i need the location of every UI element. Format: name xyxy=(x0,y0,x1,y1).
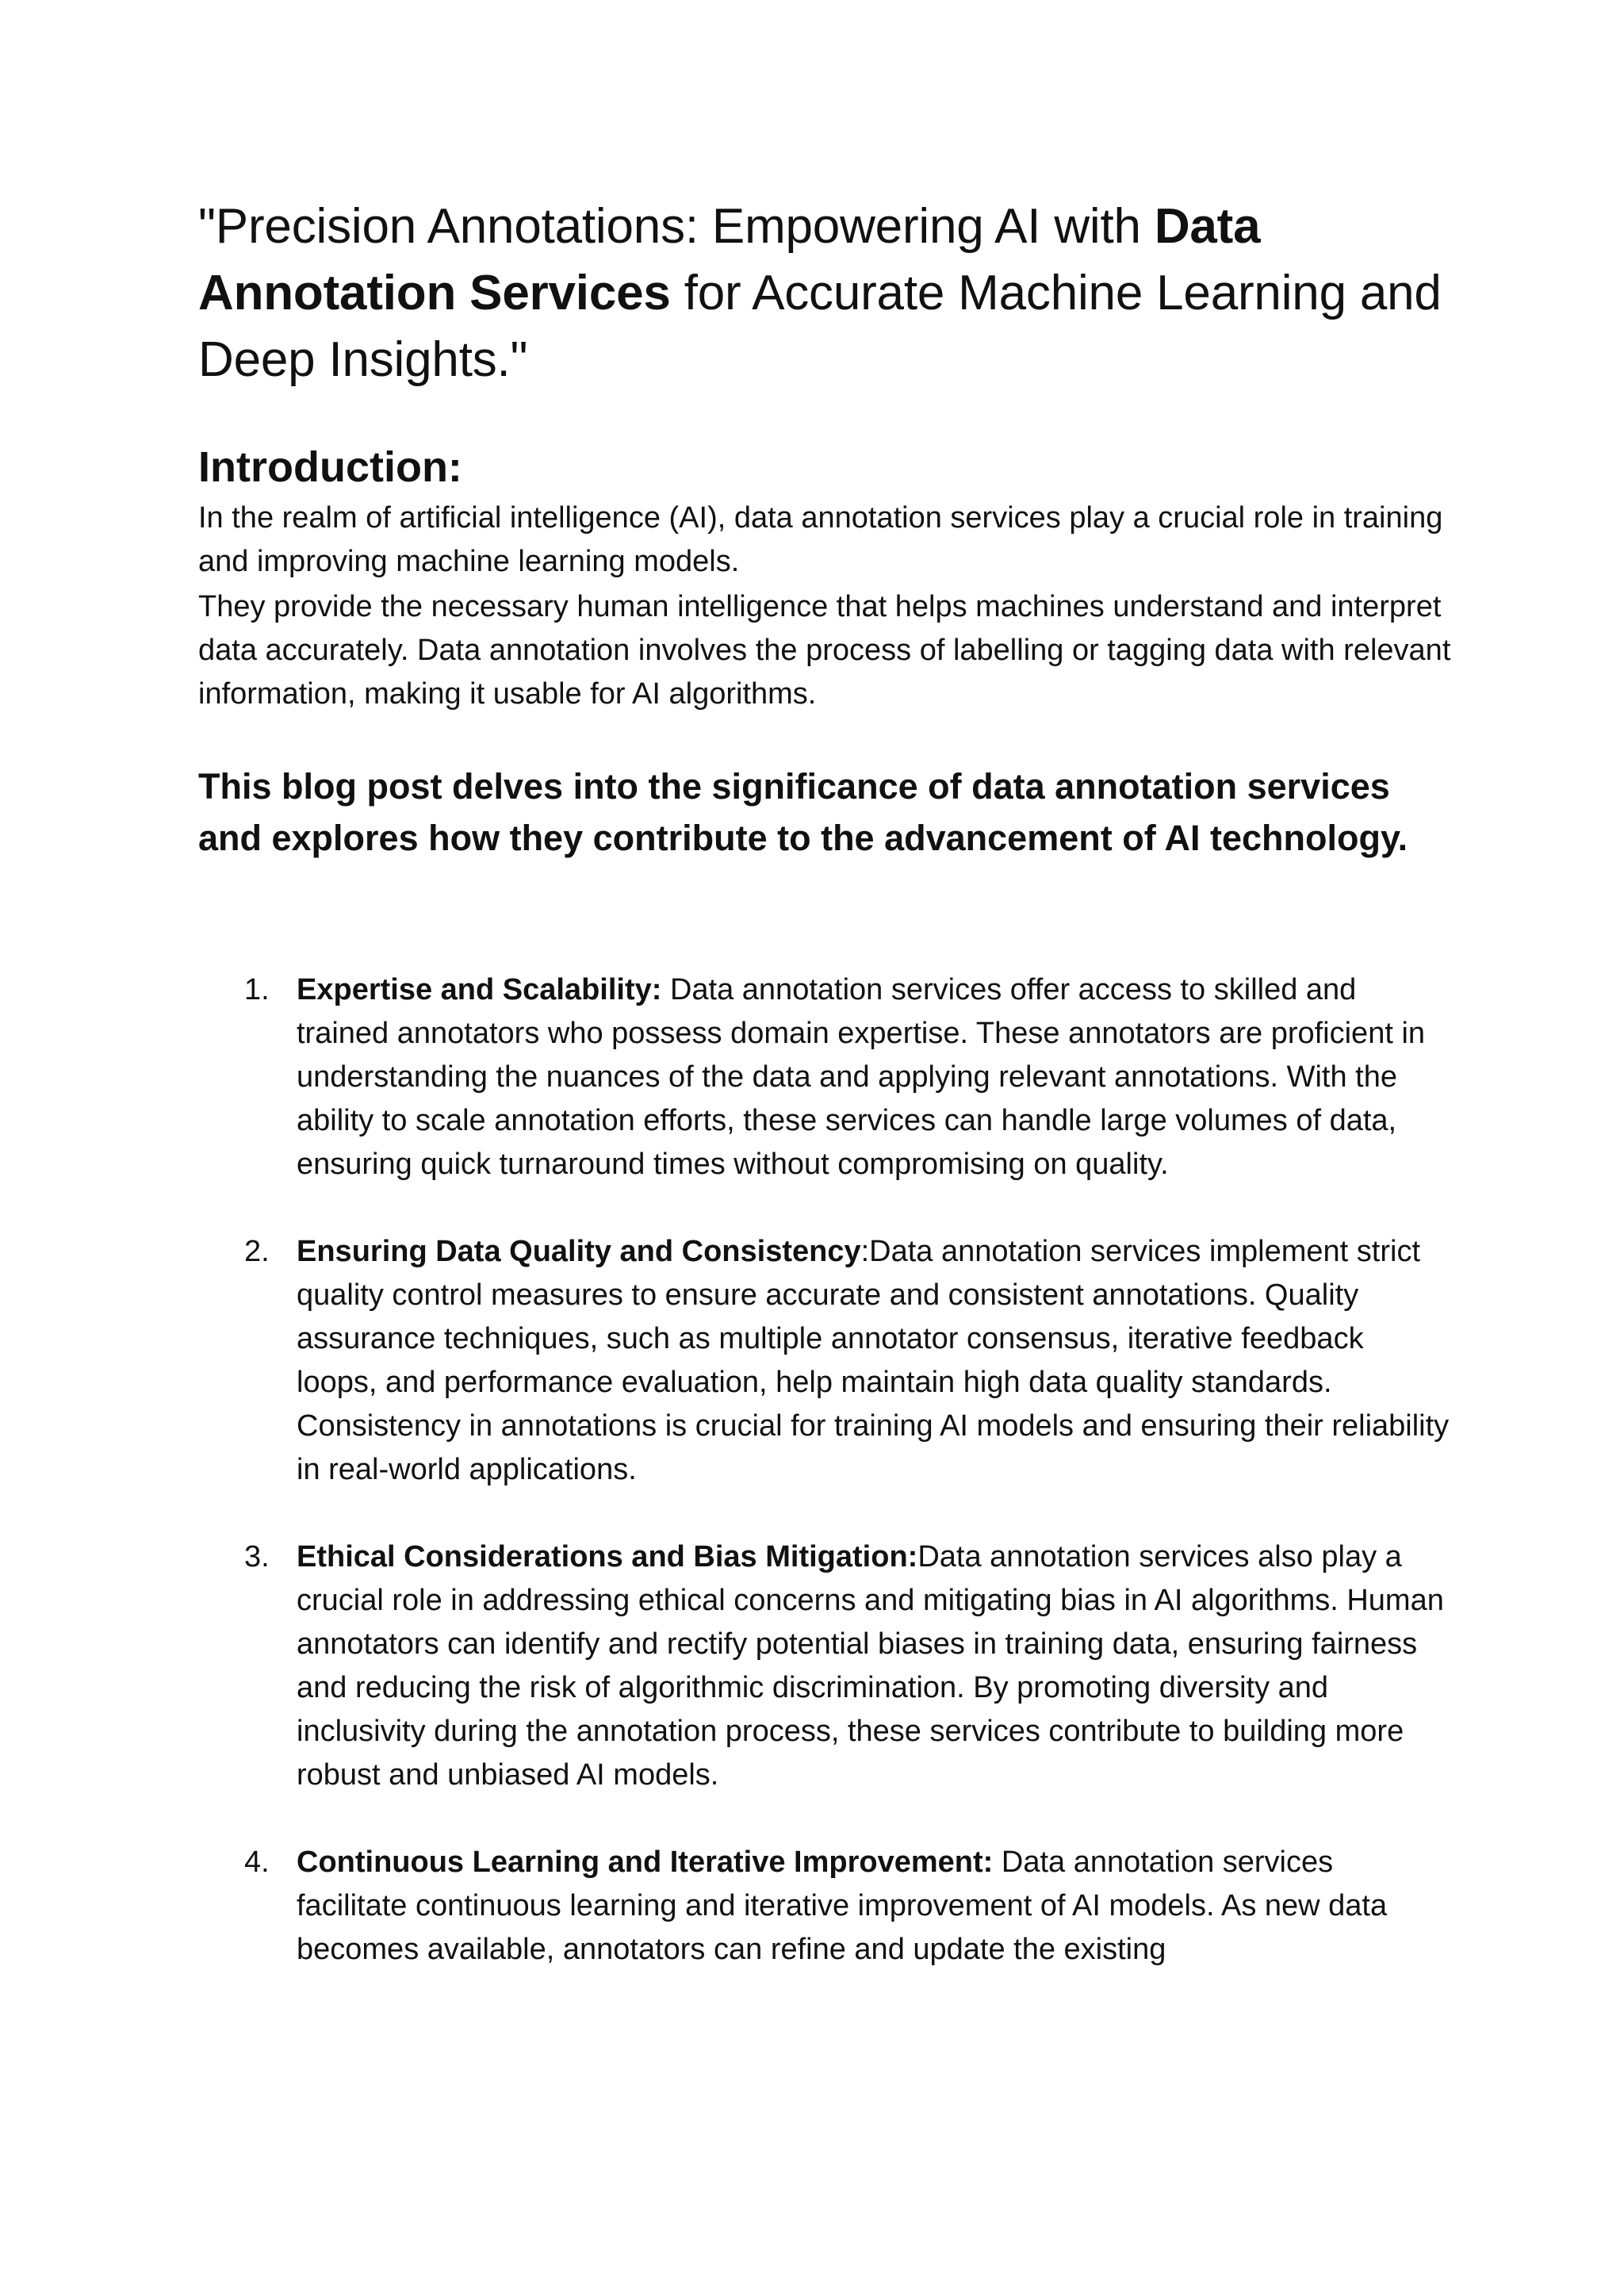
list-item-text: Data annotation services facilitate continuous learning and iterative improvement of AI models. As new data becomes available, annotators can refine and update the existing xyxy=(297,1846,1388,1966)
list-item-text: Data annotation services offer access to skilled and trained annotators who possess domain expertise. These annotators are proficient in understanding the nuances of the data and applying relevant annotations. With the ability to scale annotation efforts, these services can handle large volumes of data, ensuring quick turnaround times without compromising on quality. xyxy=(297,973,1426,1181)
document-page xyxy=(198,194,1451,2015)
list-number: 2. xyxy=(244,1235,270,1268)
list-number: 3. xyxy=(244,1540,270,1573)
list-item-title: Ensuring Data Quality and Consistency xyxy=(297,1235,861,1268)
list-item xyxy=(198,1230,1451,1492)
title-text-part1: "Precision Annotations: Empowering AI with xyxy=(198,199,1155,254)
title-text-bold: Data Annotation Services xyxy=(198,199,1261,320)
list-item xyxy=(198,968,1451,1186)
list-item xyxy=(198,1841,1451,1972)
list-item xyxy=(198,1535,1451,1797)
title-text-part2: for Accurate Machine Learning and Deep Insights." xyxy=(198,266,1442,387)
numbered-list xyxy=(198,968,1451,1972)
intro-paragraph-1: In the realm of artificial intelligence (AI), data annotation services play a crucial role in training and improving machine learning models. xyxy=(198,501,1443,578)
list-number: 4. xyxy=(244,1846,270,1879)
list-item-title: Ethical Considerations and Bias Mitigation: xyxy=(297,1540,918,1573)
list-item-title: Expertise and Scalability: xyxy=(297,973,662,1006)
document-title xyxy=(198,194,1451,393)
list-item-text: :Data annotation services implement strict quality control measures to ensure accurate and consistent annotations. Quality assurance techniques, such as multiple annotator consensus, iterative feedback loops, and performance evaluation, help maintain high data quality standards. Consistency in annotations is crucial for training AI models and ensuring their reliability in real-world applications. xyxy=(297,1235,1450,1486)
intro-heading: Introduction: xyxy=(198,443,462,491)
blog-statement: This blog post delves into the significance of data annotation services and explores how they contribute to the advancement of AI technology. xyxy=(198,766,1408,858)
list-item-text: Data annotation services also play a crucial role in addressing ethical concerns and mitigating bias in AI algorithms. Human annotators can identify and rectify potential biases in training data, ensuring fairness and reducing the risk of algorithmic discrimination. By promoting diversity and inclusivity during the annotation process, these services contribute to building more robust and unbiased AI models. xyxy=(297,1540,1444,1792)
list-item-title: Continuous Learning and Iterative Improvement: xyxy=(297,1846,994,1879)
list-number: 1. xyxy=(244,973,270,1006)
intro-paragraph-2: They provide the necessary human intelligence that helps machines understand and interpret data accurately. Data annotation involves the process of labelling or tagging data with relevant information, making it usable for AI algorithms. xyxy=(198,590,1451,711)
